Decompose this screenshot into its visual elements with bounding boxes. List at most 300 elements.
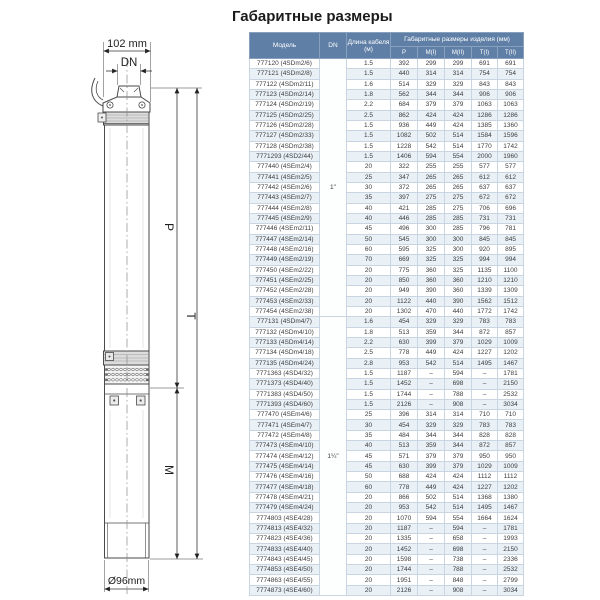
value-cell: 1.5	[347, 141, 391, 151]
value-cell: 379	[445, 337, 472, 347]
value-cell: 20	[347, 513, 391, 523]
table-row	[250, 141, 524, 151]
value-cell: 20	[347, 534, 391, 544]
value-cell: –	[472, 554, 498, 564]
model-cell: 7771393 (4SD4/60)	[250, 399, 320, 409]
model-cell: 777444 (4SEm2/8)	[250, 203, 320, 213]
model-cell: 777121 (4SDm2/8)	[250, 69, 320, 79]
value-cell: 778	[391, 482, 418, 492]
model-cell: 777445 (4SEm2/9)	[250, 213, 320, 223]
model-cell: 777133 (4SDm4/14)	[250, 337, 320, 347]
value-cell: 45	[347, 451, 391, 461]
value-cell: 857	[498, 441, 524, 451]
table-row	[250, 461, 524, 471]
value-cell: 1596	[498, 131, 524, 141]
value-cell: 2799	[498, 575, 524, 585]
table-row	[250, 379, 524, 389]
value-cell: 710	[472, 410, 498, 420]
value-cell: 25	[347, 410, 391, 420]
table-row	[250, 420, 524, 430]
value-cell: 950	[472, 451, 498, 461]
value-cell: 781	[498, 224, 524, 234]
value-cell: 392	[391, 59, 418, 69]
value-cell: 329	[445, 79, 472, 89]
value-cell: 1385	[472, 120, 498, 130]
value-cell: 1112	[498, 472, 524, 482]
value-cell: –	[472, 368, 498, 378]
value-cell: 594	[445, 368, 472, 378]
value-cell: 731	[498, 213, 524, 223]
value-cell: 630	[391, 461, 418, 471]
value-cell: 449	[418, 120, 445, 130]
value-cell: 285	[445, 213, 472, 223]
value-cell: 2532	[498, 389, 524, 399]
value-cell: –	[472, 585, 498, 595]
value-cell: 344	[418, 430, 445, 440]
table-row	[250, 59, 524, 69]
value-cell: 1135	[472, 265, 498, 275]
value-cell: 1082	[391, 131, 418, 141]
value-cell: 672	[472, 193, 498, 203]
model-cell: 7774853 (4SE4/50)	[250, 565, 320, 575]
value-cell: 514	[445, 131, 472, 141]
value-cell: 314	[418, 410, 445, 420]
table-row	[250, 534, 524, 544]
value-cell: 265	[445, 172, 472, 182]
value-cell: 347	[391, 172, 418, 182]
column-header-t2: T(II)	[498, 47, 524, 59]
value-cell: 698	[445, 379, 472, 389]
p-dimension-label: P	[162, 222, 176, 232]
table-row	[250, 224, 524, 234]
value-cell: 285	[418, 203, 445, 213]
value-cell: 706	[472, 203, 498, 213]
value-cell: 329	[418, 317, 445, 327]
table-row	[250, 120, 524, 130]
value-cell: –	[472, 565, 498, 575]
table-row	[250, 172, 524, 182]
column-header-dn: DN	[320, 33, 347, 59]
value-cell: 344	[445, 441, 472, 451]
value-cell: 1467	[498, 503, 524, 513]
value-cell: 424	[445, 348, 472, 358]
value-cell: 895	[498, 244, 524, 254]
value-cell: 60	[347, 482, 391, 492]
table-row	[250, 544, 524, 554]
model-cell: 7774813 (4SE4/32)	[250, 523, 320, 533]
value-cell: 857	[498, 327, 524, 337]
table-row	[250, 193, 524, 203]
value-cell: 1495	[472, 358, 498, 368]
value-cell: 502	[418, 131, 445, 141]
value-cell: 1584	[472, 131, 498, 141]
value-cell: 554	[445, 513, 472, 523]
value-cell: 612	[472, 172, 498, 182]
value-cell: 1339	[472, 286, 498, 296]
value-cell: 322	[391, 162, 418, 172]
model-cell: 7771383 (4SD4/50)	[250, 389, 320, 399]
value-cell: 562	[391, 89, 418, 99]
value-cell: 1029	[472, 337, 498, 347]
value-cell: 554	[445, 151, 472, 161]
table-row	[250, 306, 524, 316]
value-cell: 20	[347, 585, 391, 595]
value-cell: 1512	[498, 296, 524, 306]
value-cell: 1742	[498, 306, 524, 316]
table-row	[250, 275, 524, 285]
value-cell: 20	[347, 503, 391, 513]
value-cell: 1.5	[347, 69, 391, 79]
value-cell: 950	[498, 451, 524, 461]
t-dimension-label: T	[184, 312, 198, 320]
value-cell: 577	[472, 162, 498, 172]
value-cell: 45	[347, 461, 391, 471]
value-cell: 1187	[391, 368, 418, 378]
value-cell: –	[472, 399, 498, 409]
model-cell: 7771373 (4SD4/40)	[250, 379, 320, 389]
column-header-cable-length: Длина кабеля (м)	[347, 33, 391, 59]
column-header-p: P	[391, 47, 418, 59]
value-cell: 669	[391, 255, 418, 265]
value-cell: 449	[418, 482, 445, 492]
value-cell: 866	[391, 492, 418, 502]
value-cell: 2.2	[347, 337, 391, 347]
value-cell: 454	[391, 420, 418, 430]
value-cell: 1452	[391, 544, 418, 554]
value-cell: 390	[445, 296, 472, 306]
value-cell: 30	[347, 182, 391, 192]
value-cell: 399	[418, 461, 445, 471]
model-cell: 777454 (4SEm2/38)	[250, 306, 320, 316]
model-cell: 777441 (4SEm2/5)	[250, 172, 320, 182]
model-cell: 7774823 (4SE4/36)	[250, 534, 320, 544]
value-cell: 360	[418, 265, 445, 275]
value-cell: 1495	[472, 503, 498, 513]
model-cell: 777452 (4SEm2/28)	[250, 286, 320, 296]
value-cell: 360	[418, 275, 445, 285]
value-cell: 514	[391, 79, 418, 89]
value-cell: 595	[391, 244, 418, 254]
table-row	[250, 182, 524, 192]
column-header-t1: T(I)	[472, 47, 498, 59]
column-header-m1: M(I)	[418, 47, 445, 59]
value-cell: 2532	[498, 565, 524, 575]
model-cell: 777479 (4SEm4/24)	[250, 503, 320, 513]
value-cell: 1562	[472, 296, 498, 306]
value-cell: 637	[472, 182, 498, 192]
model-cell: 7774843 (4SE4/45)	[250, 554, 320, 564]
value-cell: 440	[445, 306, 472, 316]
value-cell: 1368	[472, 492, 498, 502]
table-row	[250, 430, 524, 440]
value-cell: 265	[445, 182, 472, 192]
value-cell: 1009	[498, 461, 524, 471]
value-cell: 545	[391, 234, 418, 244]
value-cell: 1.5	[347, 151, 391, 161]
value-cell: 696	[498, 203, 524, 213]
value-cell: 314	[445, 410, 472, 420]
value-cell: 845	[472, 234, 498, 244]
value-cell: 1100	[498, 265, 524, 275]
table-row	[250, 399, 524, 409]
model-cell: 777447 (4SEm2/14)	[250, 234, 320, 244]
value-cell: 424	[418, 110, 445, 120]
value-cell: 470	[418, 306, 445, 316]
table-row	[250, 69, 524, 79]
value-cell: 906	[498, 89, 524, 99]
value-cell: 372	[391, 182, 418, 192]
value-cell: 325	[445, 255, 472, 265]
value-cell: 1202	[498, 348, 524, 358]
value-cell: 379	[418, 100, 445, 110]
value-cell: 2.8	[347, 358, 391, 368]
value-cell: 1598	[391, 554, 418, 564]
column-header-model: Модель	[250, 33, 320, 59]
value-cell: 1228	[391, 141, 418, 151]
value-cell: 542	[418, 141, 445, 151]
value-cell: 872	[472, 441, 498, 451]
value-cell: 300	[418, 234, 445, 244]
value-cell: 783	[472, 317, 498, 327]
value-cell: 379	[445, 461, 472, 471]
table-row	[250, 203, 524, 213]
value-cell: 424	[445, 110, 472, 120]
value-cell: 20	[347, 286, 391, 296]
value-cell: 1302	[391, 306, 418, 316]
model-cell: 777478 (4SEm4/21)	[250, 492, 320, 502]
value-cell: 454	[391, 317, 418, 327]
value-cell: 424	[445, 482, 472, 492]
table-row	[250, 492, 524, 502]
value-cell: 691	[498, 59, 524, 69]
value-cell: 1210	[472, 275, 498, 285]
value-cell: 299	[445, 59, 472, 69]
value-cell: 1664	[472, 513, 498, 523]
value-cell: 848	[445, 575, 472, 585]
value-cell: 300	[445, 244, 472, 254]
dn-value-cell: 1¼"	[320, 317, 347, 596]
value-cell: 344	[445, 327, 472, 337]
value-cell: 275	[418, 193, 445, 203]
table-row	[250, 368, 524, 378]
model-cell: 7771363 (4SD4/32)	[250, 368, 320, 378]
table-row	[250, 348, 524, 358]
model-cell: 777131 (4SDm4/7)	[250, 317, 320, 327]
value-cell: 20	[347, 296, 391, 306]
value-cell: 379	[445, 451, 472, 461]
table-row	[250, 451, 524, 461]
table-row	[250, 575, 524, 585]
model-cell: 777453 (4SEm2/33)	[250, 296, 320, 306]
outlet-port	[117, 86, 141, 97]
pump-outline	[92, 78, 150, 558]
value-cell: 843	[472, 79, 498, 89]
value-cell: –	[418, 368, 445, 378]
value-cell: –	[418, 575, 445, 585]
value-cell: 20	[347, 265, 391, 275]
value-cell: 1.6	[347, 317, 391, 327]
model-cell: 777134 (4SDm4/18)	[250, 348, 320, 358]
value-cell: 344	[445, 430, 472, 440]
value-cell: 379	[445, 100, 472, 110]
value-cell: 1070	[391, 513, 418, 523]
table-row	[250, 327, 524, 337]
m-dimension-label: M	[162, 465, 176, 475]
value-cell: 1227	[472, 482, 498, 492]
model-cell: 777475 (4SEm4/14)	[250, 461, 320, 471]
table-row	[250, 523, 524, 533]
value-cell: 50	[347, 234, 391, 244]
value-cell: 1772	[472, 306, 498, 316]
value-cell: 1335	[391, 534, 418, 544]
value-cell: 396	[391, 410, 418, 420]
value-cell: 484	[391, 430, 418, 440]
model-cell: 777448 (4SEm2/16)	[250, 244, 320, 254]
table-row	[250, 89, 524, 99]
value-cell: 672	[498, 193, 524, 203]
value-cell: 30	[347, 420, 391, 430]
value-cell: 359	[418, 441, 445, 451]
value-cell: 329	[445, 317, 472, 327]
table-row	[250, 296, 524, 306]
value-cell: 449	[418, 348, 445, 358]
pump-dimension-diagram	[0, 0, 240, 600]
model-cell: 7774833 (4SE4/40)	[250, 544, 320, 554]
table-row	[250, 162, 524, 172]
value-cell: 325	[418, 244, 445, 254]
model-cell: 777126 (4SDm2/28)	[250, 120, 320, 130]
value-cell: 1406	[391, 151, 418, 161]
value-cell: 285	[445, 224, 472, 234]
value-cell: 1029	[472, 461, 498, 471]
value-cell: 2.5	[347, 348, 391, 358]
value-cell: 843	[498, 79, 524, 89]
value-cell: 20	[347, 544, 391, 554]
value-cell: 1063	[498, 100, 524, 110]
table-row	[250, 503, 524, 513]
table-row	[250, 234, 524, 244]
table-row	[250, 79, 524, 89]
value-cell: 994	[472, 255, 498, 265]
value-cell: –	[472, 534, 498, 544]
value-cell: 60	[347, 244, 391, 254]
value-cell: 399	[418, 337, 445, 347]
value-cell: 1112	[472, 472, 498, 482]
value-cell: 1.5	[347, 368, 391, 378]
value-cell: 691	[472, 59, 498, 69]
table-row	[250, 265, 524, 275]
value-cell: 2150	[498, 544, 524, 554]
dn-dimension-label: DN	[120, 57, 138, 69]
table-row	[250, 513, 524, 523]
value-cell: 754	[498, 69, 524, 79]
column-header-m2: M(II)	[445, 47, 472, 59]
value-cell: 45	[347, 224, 391, 234]
value-cell: 496	[391, 224, 418, 234]
value-cell: 783	[498, 420, 524, 430]
value-cell: 2126	[391, 585, 418, 595]
value-cell: 688	[391, 472, 418, 482]
value-cell: 255	[418, 162, 445, 172]
value-cell: 1.5	[347, 59, 391, 69]
value-cell: 20	[347, 275, 391, 285]
value-cell: 360	[445, 275, 472, 285]
table-row	[250, 213, 524, 223]
value-cell: 1063	[472, 100, 498, 110]
value-cell: 1286	[498, 110, 524, 120]
value-cell: 828	[472, 430, 498, 440]
value-cell: 3034	[498, 399, 524, 409]
value-cell: 1187	[391, 523, 418, 533]
value-cell: 314	[445, 69, 472, 79]
value-cell: –	[418, 585, 445, 595]
value-cell: –	[472, 389, 498, 399]
value-cell: 513	[391, 327, 418, 337]
value-cell: 20	[347, 575, 391, 585]
value-cell: 1.5	[347, 389, 391, 399]
value-cell: 637	[498, 182, 524, 192]
table-row	[250, 337, 524, 347]
value-cell: 379	[418, 451, 445, 461]
value-cell: 329	[418, 79, 445, 89]
value-cell: 275	[445, 193, 472, 203]
value-cell: 788	[445, 565, 472, 575]
value-cell: 502	[418, 492, 445, 502]
value-cell: 2150	[498, 379, 524, 389]
value-cell: –	[418, 389, 445, 399]
value-cell: 828	[498, 430, 524, 440]
dimensions-table-container	[249, 32, 523, 596]
value-cell: 20	[347, 306, 391, 316]
value-cell: 542	[418, 503, 445, 513]
dimensions-table	[249, 32, 524, 596]
table-row	[250, 482, 524, 492]
model-cell: 777120 (4SDm2/6)	[250, 59, 320, 69]
table-row	[250, 286, 524, 296]
model-cell: 777123 (4SDm2/14)	[250, 89, 320, 99]
value-cell: 2000	[472, 151, 498, 161]
value-cell: 20	[347, 162, 391, 172]
value-cell: 1309	[498, 286, 524, 296]
value-cell: 684	[391, 100, 418, 110]
table-row	[250, 389, 524, 399]
value-cell: 25	[347, 172, 391, 182]
table-body	[250, 59, 524, 596]
value-cell: 20	[347, 492, 391, 502]
value-cell: 1210	[498, 275, 524, 285]
value-cell: 421	[391, 203, 418, 213]
value-cell: 542	[418, 358, 445, 368]
value-cell: 424	[418, 472, 445, 482]
value-cell: 594	[418, 513, 445, 523]
value-cell: 571	[391, 451, 418, 461]
value-cell: 1.6	[347, 79, 391, 89]
value-cell: 446	[391, 213, 418, 223]
value-cell: 698	[445, 544, 472, 554]
value-cell: 397	[391, 193, 418, 203]
model-cell: 777127 (4SDm2/33)	[250, 131, 320, 141]
value-cell: 936	[391, 120, 418, 130]
value-cell: 731	[472, 213, 498, 223]
value-cell: 754	[472, 69, 498, 79]
model-cell: 777443 (4SEm2/7)	[250, 193, 320, 203]
model-cell: 777477 (4SEm4/18)	[250, 482, 320, 492]
value-cell: 845	[498, 234, 524, 244]
value-cell: 40	[347, 441, 391, 451]
model-cell: 777473 (4SEm4/10)	[250, 441, 320, 451]
value-cell: 953	[391, 358, 418, 368]
value-cell: 424	[445, 472, 472, 482]
